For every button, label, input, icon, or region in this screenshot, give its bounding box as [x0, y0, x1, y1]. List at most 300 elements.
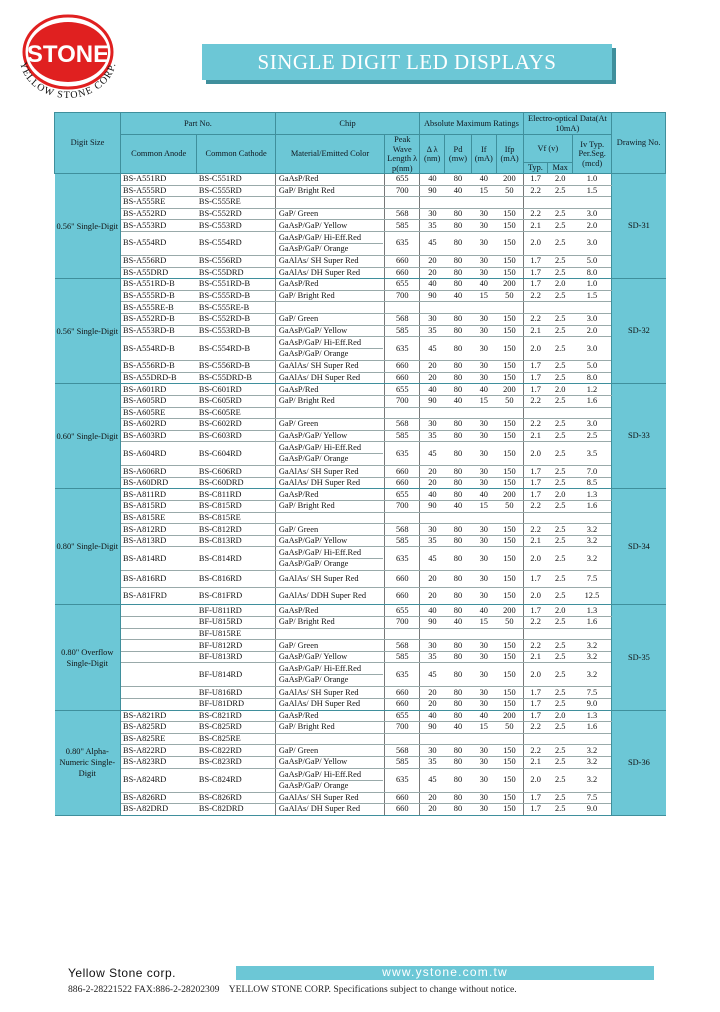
vf-typ-cell: 1.7: [523, 477, 548, 489]
iv-cell: 9.0: [573, 804, 612, 816]
vf-max-cell: 2.0: [548, 710, 573, 722]
if-cell: 30: [471, 792, 496, 804]
pd-cell: [445, 302, 472, 314]
iv-cell: 2.5: [573, 430, 612, 442]
pd-cell: 40: [445, 290, 472, 302]
vf-typ-cell: 1.7: [523, 466, 548, 478]
pd-cell: [445, 407, 472, 419]
common-cathode-cell: BS-C814RD: [197, 547, 275, 571]
pd-cell: 80: [445, 535, 472, 547]
chip-material-text: GaAsP/GaP/ Yellow: [278, 220, 348, 230]
iv-cell: 1.3: [573, 605, 612, 617]
pd-cell: 80: [445, 313, 472, 325]
common-cathode-cell: BS-C825RE: [197, 733, 275, 745]
vf-max-cell: 2.5: [548, 524, 573, 536]
common-cathode-cell: BS-C555RE: [197, 197, 275, 209]
ifp-cell: 150: [496, 477, 523, 489]
vf-max-cell: 2.5: [548, 361, 573, 373]
common-cathode-cell: BS-C60DRD: [197, 477, 275, 489]
ifp-cell: 150: [496, 547, 523, 571]
vf-typ-cell: 2.0: [523, 337, 548, 361]
chip-material-text: GaAlAs/ DH Super Red: [278, 699, 361, 709]
pd-cell: 80: [445, 651, 472, 663]
common-anode-cell: BS-A60DRD: [121, 477, 197, 489]
common-anode-cell: [121, 663, 197, 687]
common-anode-cell: BS-A555RD: [121, 185, 197, 197]
digit-size-cell: 0.80" Overflow Single-Digit: [55, 605, 121, 710]
vf-max-cell: 2.5: [548, 651, 573, 663]
iv-cell: 1.6: [573, 617, 612, 629]
chip-material-text: GaAsP/GaP/ Hi-Eff.Red: [279, 664, 383, 675]
ifp-cell: 150: [496, 442, 523, 466]
if-cell: 30: [471, 477, 496, 489]
if-cell: 40: [471, 489, 496, 501]
table-row: [55, 722, 666, 734]
peak-wavelength-cell: 660: [385, 372, 420, 384]
common-cathode-cell: BS-C821RD: [197, 710, 275, 722]
if-cell: 30: [471, 804, 496, 816]
common-anode-cell: BS-A825RD: [121, 722, 197, 734]
ifp-cell: 150: [496, 699, 523, 711]
ifp-cell: [496, 302, 523, 314]
table-row: [55, 804, 666, 816]
pd-cell: 80: [445, 605, 472, 617]
common-anode-cell: BS-A552RD-B: [121, 313, 197, 325]
pd-cell: 80: [445, 325, 472, 337]
header-common-cathode: Common Cathode: [197, 135, 275, 174]
chip-material-cell: [275, 792, 384, 804]
ifp-cell: 150: [496, 588, 523, 605]
common-cathode-cell: BS-C552RD-B: [197, 313, 275, 325]
vf-typ-cell: 2.2: [523, 745, 548, 757]
ifp-cell: 150: [496, 663, 523, 687]
pd-cell: [445, 733, 472, 745]
chip-material-cell: [275, 302, 384, 314]
delta-lambda-cell: 35: [420, 220, 445, 232]
vf-typ-cell: 1.7: [523, 279, 548, 291]
vf-typ-cell: 1.7: [523, 361, 548, 373]
common-anode-cell: [121, 640, 197, 652]
header-if: If (mA): [471, 135, 496, 174]
ifp-cell: 150: [496, 756, 523, 768]
ifp-cell: 150: [496, 768, 523, 792]
footer-contact: 886-2-28221522 FAX:886-2-28202309: [68, 984, 220, 995]
delta-lambda-cell: 20: [420, 792, 445, 804]
ifp-cell: [496, 512, 523, 524]
chip-material-cell: [275, 501, 384, 513]
vf-max-cell: 2.5: [548, 699, 573, 711]
pd-cell: 80: [445, 419, 472, 431]
delta-lambda-cell: 30: [420, 745, 445, 757]
ifp-cell: 150: [496, 687, 523, 699]
ifp-cell: 150: [496, 745, 523, 757]
iv-cell: 3.2: [573, 524, 612, 536]
vf-max-cell: 2.5: [548, 617, 573, 629]
peak-wavelength-cell: 635: [385, 442, 420, 466]
chip-material-cell: [275, 804, 384, 816]
if-cell: 30: [471, 442, 496, 466]
iv-cell: 7.5: [573, 571, 612, 588]
header-peak-wavelength: Peak Wave Length λ p(nm): [385, 135, 420, 174]
vf-typ-cell: [523, 407, 548, 419]
if-cell: 30: [471, 756, 496, 768]
chip-material-cell: [275, 231, 384, 255]
vf-max-cell: 2.5: [548, 547, 573, 571]
common-cathode-cell: BS-C554RD-B: [197, 337, 275, 361]
if-cell: 30: [471, 768, 496, 792]
common-anode-cell: BS-A813RD: [121, 535, 197, 547]
peak-wavelength-cell: 660: [385, 361, 420, 373]
if-cell: 30: [471, 466, 496, 478]
chip-material-text: GaAsP/GaP/ Yellow: [278, 430, 348, 440]
delta-lambda-cell: 20: [420, 804, 445, 816]
if-cell: 30: [471, 325, 496, 337]
delta-lambda-cell: 20: [420, 267, 445, 279]
table-body: [55, 174, 666, 816]
chip-material-cell: [275, 477, 384, 489]
pd-cell: 80: [445, 745, 472, 757]
iv-cell: 1.5: [573, 185, 612, 197]
common-cathode-cell: BS-C813RD: [197, 535, 275, 547]
vf-typ-cell: 2.0: [523, 547, 548, 571]
chip-material-text: GaP/ Bright Red: [278, 501, 335, 511]
peak-wavelength-cell: 585: [385, 430, 420, 442]
common-anode-cell: BS-A823RD: [121, 756, 197, 768]
common-anode-cell: BS-A551RD-B: [121, 279, 197, 291]
if-cell: 40: [471, 384, 496, 396]
chip-material-cell: [275, 605, 384, 617]
chip-material-text: GaAsP/GaP/ Hi-Eff.Red: [279, 443, 383, 454]
vf-typ-cell: 2.0: [523, 768, 548, 792]
vf-max-cell: 2.5: [548, 477, 573, 489]
delta-lambda-cell: 20: [420, 588, 445, 605]
iv-cell: 9.0: [573, 699, 612, 711]
if-cell: 30: [471, 640, 496, 652]
table-row: [55, 384, 666, 396]
chip-material-cell: [275, 419, 384, 431]
vf-max-cell: 2.5: [548, 722, 573, 734]
pd-cell: 80: [445, 588, 472, 605]
delta-lambda-cell: 35: [420, 756, 445, 768]
chip-material-cell: [275, 571, 384, 588]
chip-material-cell: [275, 255, 384, 267]
if-cell: 30: [471, 745, 496, 757]
vf-max-cell: 2.5: [548, 535, 573, 547]
peak-wavelength-cell: [385, 197, 420, 209]
peak-wavelength-cell: 568: [385, 524, 420, 536]
if-cell: 15: [471, 501, 496, 513]
iv-cell: 3.0: [573, 208, 612, 220]
vf-typ-cell: 1.7: [523, 372, 548, 384]
footer-url[interactable]: www.ystone.com.tw: [382, 965, 508, 979]
ifp-cell: 50: [496, 395, 523, 407]
ifp-cell: [496, 407, 523, 419]
digit-size-cell: 0.60" Single-Digit: [55, 384, 121, 489]
iv-cell: 8.0: [573, 372, 612, 384]
pd-cell: [445, 197, 472, 209]
table-row: [55, 302, 666, 314]
vf-max-cell: [548, 407, 573, 419]
table-row: [55, 290, 666, 302]
chip-material-cell: [275, 535, 384, 547]
iv-cell: 3.2: [573, 651, 612, 663]
chip-material-text: GaAsP/GaP/ Hi-Eff.Red: [279, 770, 383, 781]
peak-wavelength-cell: 585: [385, 756, 420, 768]
chip-material-cell: [275, 197, 384, 209]
delta-lambda-cell: [420, 407, 445, 419]
vf-typ-cell: 2.1: [523, 535, 548, 547]
vf-max-cell: 2.5: [548, 442, 573, 466]
iv-cell: 3.0: [573, 313, 612, 325]
common-anode-cell: BS-A811RD: [121, 489, 197, 501]
peak-wavelength-cell: 635: [385, 337, 420, 361]
delta-lambda-cell: 30: [420, 313, 445, 325]
peak-wavelength-cell: 655: [385, 710, 420, 722]
delta-lambda-cell: 35: [420, 325, 445, 337]
vf-typ-cell: 2.1: [523, 220, 548, 232]
table-row: [55, 605, 666, 617]
if-cell: 30: [471, 571, 496, 588]
chip-material-cell: [275, 361, 384, 373]
vf-typ-cell: 2.0: [523, 231, 548, 255]
common-anode-cell: BS-A555RD-B: [121, 290, 197, 302]
vf-typ-cell: 2.0: [523, 588, 548, 605]
vf-typ-cell: 1.7: [523, 571, 548, 588]
if-cell: 30: [471, 651, 496, 663]
delta-lambda-cell: 90: [420, 395, 445, 407]
ifp-cell: 150: [496, 571, 523, 588]
vf-typ-cell: [523, 512, 548, 524]
peak-wavelength-cell: 660: [385, 699, 420, 711]
common-anode-cell: BS-A606RD: [121, 466, 197, 478]
vf-max-cell: 2.0: [548, 489, 573, 501]
iv-cell: 3.5: [573, 442, 612, 466]
chip-material-cell: [275, 407, 384, 419]
common-cathode-cell: BS-C556RD-B: [197, 361, 275, 373]
header-part-no: Part No.: [121, 113, 276, 135]
delta-lambda-cell: 45: [420, 442, 445, 466]
ifp-cell: 150: [496, 255, 523, 267]
peak-wavelength-cell: [385, 733, 420, 745]
pd-cell: [445, 512, 472, 524]
pd-cell: 80: [445, 220, 472, 232]
iv-cell: 2.0: [573, 325, 612, 337]
vf-typ-cell: 2.2: [523, 722, 548, 734]
common-cathode-cell: BS-C824RD: [197, 768, 275, 792]
table-row: [55, 477, 666, 489]
vf-max-cell: 2.5: [548, 745, 573, 757]
iv-cell: 3.2: [573, 535, 612, 547]
common-cathode-cell: BS-C551RD: [197, 174, 275, 186]
if-cell: [471, 407, 496, 419]
if-cell: 40: [471, 174, 496, 186]
iv-cell: 1.3: [573, 710, 612, 722]
delta-lambda-cell: 35: [420, 430, 445, 442]
delta-lambda-cell: [420, 197, 445, 209]
common-anode-cell: [121, 687, 197, 699]
vf-typ-cell: 2.2: [523, 395, 548, 407]
chip-material-cell: [275, 430, 384, 442]
iv-cell: 2.0: [573, 220, 612, 232]
common-anode-cell: BS-A556RD: [121, 255, 197, 267]
chip-material-text: GaAsP/GaP/ Yellow: [278, 536, 348, 546]
pd-cell: 80: [445, 337, 472, 361]
ifp-cell: 150: [496, 208, 523, 220]
peak-wavelength-cell: 700: [385, 617, 420, 629]
header-material: Material/Emitted Color: [275, 135, 384, 174]
common-anode-cell: BS-A553RD: [121, 220, 197, 232]
vf-max-cell: 2.5: [548, 395, 573, 407]
common-cathode-cell: BF-U811RD: [197, 605, 275, 617]
iv-cell: 3.2: [573, 640, 612, 652]
peak-wavelength-cell: 655: [385, 174, 420, 186]
chip-material-cell: [275, 267, 384, 279]
chip-material-text-2: GaAsP/GaP/ Orange: [278, 243, 349, 253]
if-cell: 30: [471, 255, 496, 267]
common-anode-cell: [121, 617, 197, 629]
delta-lambda-cell: 20: [420, 255, 445, 267]
iv-cell: 1.6: [573, 501, 612, 513]
table-row: [55, 231, 666, 255]
chip-material-text: GaAsP/GaP/ Yellow: [278, 757, 348, 767]
header-max: Max: [548, 163, 573, 174]
table-row: [55, 279, 666, 291]
peak-wavelength-cell: 635: [385, 231, 420, 255]
peak-wavelength-cell: 700: [385, 185, 420, 197]
ifp-cell: 150: [496, 804, 523, 816]
ifp-cell: 150: [496, 419, 523, 431]
table-row: [55, 442, 666, 466]
vf-max-cell: 2.5: [548, 290, 573, 302]
common-anode-cell: BS-A82DRD: [121, 804, 197, 816]
drawing-no-cell: SD-32: [612, 279, 666, 384]
common-anode-cell: BS-A552RD: [121, 208, 197, 220]
table-row: [55, 745, 666, 757]
table-row: [55, 588, 666, 605]
chip-material-cell: [275, 722, 384, 734]
table-row: [55, 419, 666, 431]
table-row: [55, 571, 666, 588]
common-anode-cell: BS-A602RD: [121, 419, 197, 431]
chip-material-text: GaAsP/GaP/ Yellow: [278, 325, 348, 335]
chip-material-text: GaAlAs/ SH Super Red: [278, 256, 359, 266]
common-cathode-cell: BS-C605RD: [197, 395, 275, 407]
pd-cell: 80: [445, 442, 472, 466]
iv-cell: 7.0: [573, 466, 612, 478]
delta-lambda-cell: 40: [420, 489, 445, 501]
chip-material-text-2: GaAsP/GaP/ Orange: [278, 559, 349, 569]
delta-lambda-cell: 35: [420, 535, 445, 547]
chip-material-text: GaP/ Bright Red: [278, 291, 335, 301]
peak-wavelength-cell: 585: [385, 220, 420, 232]
drawing-no-cell: SD-31: [612, 174, 666, 279]
vf-typ-cell: 1.7: [523, 605, 548, 617]
vf-typ-cell: 1.7: [523, 489, 548, 501]
vf-max-cell: 2.5: [548, 313, 573, 325]
delta-lambda-cell: [420, 628, 445, 640]
iv-cell: 3.2: [573, 745, 612, 757]
vf-typ-cell: 2.2: [523, 290, 548, 302]
delta-lambda-cell: [420, 302, 445, 314]
common-cathode-cell: BS-C555RD: [197, 185, 275, 197]
ifp-cell: 200: [496, 710, 523, 722]
ifp-cell: 150: [496, 372, 523, 384]
vf-typ-cell: 2.2: [523, 524, 548, 536]
table-row: [55, 640, 666, 652]
chip-material-text: GaP/ Bright Red: [278, 617, 335, 627]
delta-lambda-cell: 40: [420, 710, 445, 722]
logo-ring-text: YELLOW STONE CORP.: [17, 60, 119, 102]
if-cell: [471, 512, 496, 524]
table-row: [55, 710, 666, 722]
peak-wavelength-cell: 568: [385, 745, 420, 757]
pd-cell: 80: [445, 208, 472, 220]
vf-typ-cell: 2.2: [523, 185, 548, 197]
drawing-no-cell: SD-34: [612, 489, 666, 605]
delta-lambda-cell: 20: [420, 361, 445, 373]
if-cell: 30: [471, 430, 496, 442]
common-cathode-cell: BS-C823RD: [197, 756, 275, 768]
pd-cell: 80: [445, 571, 472, 588]
common-anode-cell: BS-A822RD: [121, 745, 197, 757]
digit-size-cell: 0.56" Single-Digit: [55, 174, 121, 279]
header-pd: Pd (mw): [445, 135, 472, 174]
pd-cell: 80: [445, 640, 472, 652]
peak-wavelength-cell: 568: [385, 419, 420, 431]
chip-material-cell: [275, 687, 384, 699]
common-anode-cell: [121, 651, 197, 663]
vf-max-cell: 2.5: [548, 768, 573, 792]
chip-material-text: GaP/ Green: [278, 209, 319, 219]
logo-text: STONE: [26, 41, 110, 68]
vf-typ-cell: 1.7: [523, 710, 548, 722]
pd-cell: 80: [445, 792, 472, 804]
if-cell: [471, 197, 496, 209]
pd-cell: 40: [445, 395, 472, 407]
delta-lambda-cell: 20: [420, 687, 445, 699]
table-row: [55, 663, 666, 687]
common-anode-cell: BS-A551RD: [121, 174, 197, 186]
header-vf: Vf (v): [523, 135, 573, 163]
common-cathode-cell: BS-C602RD: [197, 419, 275, 431]
iv-cell: 1.3: [573, 489, 612, 501]
if-cell: 40: [471, 710, 496, 722]
delta-lambda-cell: 90: [420, 501, 445, 513]
chip-material-cell: [275, 372, 384, 384]
delta-lambda-cell: 45: [420, 663, 445, 687]
common-anode-cell: [121, 699, 197, 711]
common-cathode-cell: BS-C822RD: [197, 745, 275, 757]
ifp-cell: 150: [496, 267, 523, 279]
iv-cell: 7.5: [573, 792, 612, 804]
peak-wavelength-cell: [385, 302, 420, 314]
vf-typ-cell: 2.0: [523, 663, 548, 687]
common-anode-cell: BS-A556RD-B: [121, 361, 197, 373]
if-cell: 30: [471, 337, 496, 361]
pd-cell: 80: [445, 466, 472, 478]
table-row: [55, 628, 666, 640]
chip-material-cell: [275, 768, 384, 792]
peak-wavelength-cell: 660: [385, 255, 420, 267]
iv-cell: 3.2: [573, 547, 612, 571]
chip-material-cell: [275, 524, 384, 536]
vf-typ-cell: 2.0: [523, 442, 548, 466]
peak-wavelength-cell: 568: [385, 640, 420, 652]
common-anode-cell: BS-A814RD: [121, 547, 197, 571]
pd-cell: 80: [445, 663, 472, 687]
common-anode-cell: BS-A55DRD-B: [121, 372, 197, 384]
vf-typ-cell: 2.2: [523, 419, 548, 431]
